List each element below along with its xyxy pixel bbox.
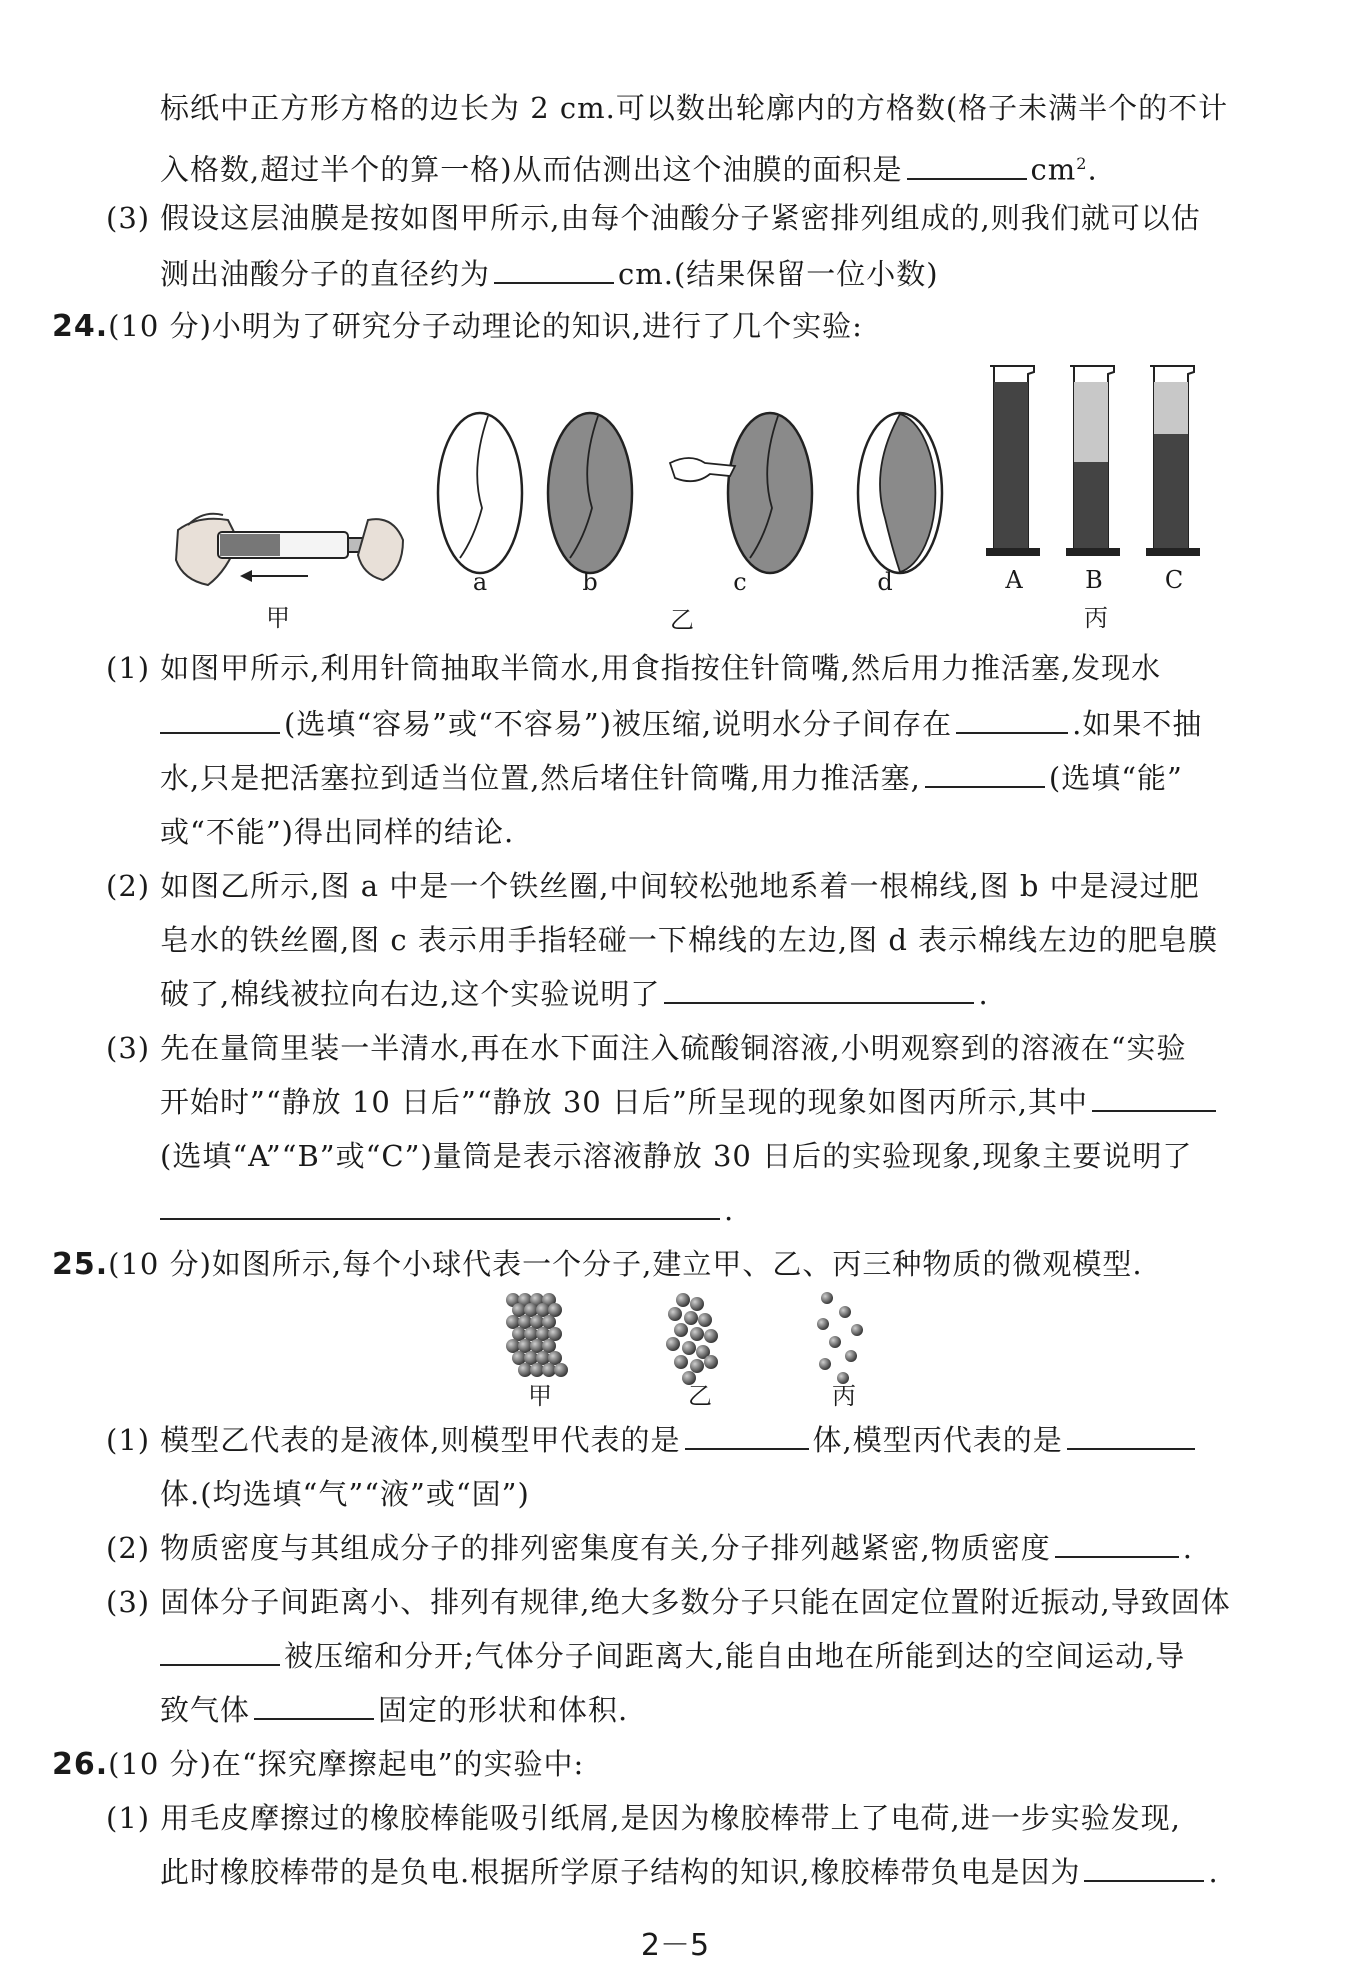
q24-p1-text5: (选填“能”	[1048, 761, 1183, 795]
q25-p2-text: (2) 物质密度与其组成分子的排列密集度有关,分子排列越紧密,物质密度	[106, 1531, 1051, 1565]
soap-film-figure	[430, 408, 950, 588]
q25-title: (10 分)如图所示,每个小球代表一个分子,建立甲、乙、丙三种物质的微观模型.	[108, 1247, 1143, 1281]
fig-B-label: B	[1085, 566, 1103, 594]
q24-p2-line2: 皂水的铁丝圈,图 c 表示用手指轻碰一下棉线的左边,图 d 表示棉线左边的肥皂膜	[160, 923, 1219, 957]
q25-jia-blank[interactable]	[685, 1420, 809, 1450]
q25-p3-line3	[160, 1690, 628, 1730]
cylinder-b	[1066, 366, 1120, 556]
q23-unit-sup: 2	[1076, 154, 1088, 173]
q24-p1-line3	[160, 758, 1183, 798]
q24-p1-line1: (1) 如图甲所示,利用针筒抽取半筒水,用食指按住针筒嘴,然后用力推活塞,发现水	[106, 651, 1162, 685]
fig-c-label: c	[733, 568, 747, 596]
q25-p2-line1	[106, 1528, 1193, 1568]
q23-line2-text: 入格数,超过半个的算一格)从而估测出这个油膜的面积是	[160, 152, 903, 187]
q25-p3-text: 被压缩和分开;气体分子间距离大,能自由地在所能到达的空间运动,导	[284, 1639, 1186, 1673]
q25-p1-text: (1) 模型乙代表的是液体,则模型甲代表的是	[106, 1423, 681, 1457]
liquid-model	[666, 1293, 718, 1385]
q24-diffusion-blank[interactable]	[160, 1190, 720, 1220]
gas-model	[817, 1292, 863, 1384]
fig-bing-label: 丙	[1084, 604, 1108, 632]
q25-p1-line2: 体.(均选填“气”“液”或“固”)	[160, 1477, 530, 1511]
q24-p3-text: 开始时”“静放 10 日后”“静放 30 日后”所呈现的现象如图丙所示,其中	[160, 1085, 1089, 1119]
q24-p1-line4: 或“不能”)得出同样的结论.	[160, 815, 515, 849]
q23-part3-end: cm.(结果保留一位小数)	[618, 257, 939, 291]
q24-p1-text2: (选填“容易”或“不容易”)被压缩,说明水分子间存在	[284, 707, 953, 741]
q23-diameter-blank[interactable]	[494, 254, 614, 284]
fig25-bing-label: 丙	[832, 1382, 856, 1410]
q24-force-blank[interactable]	[956, 704, 1068, 734]
q26-p1-text: 此时橡胶棒带的是负电.根据所学原子结构的知识,橡胶棒带负电是因为	[160, 1855, 1081, 1889]
q24-p2-line3	[160, 974, 989, 1014]
fig-C-label: C	[1164, 566, 1184, 594]
fig25-jia-label: 甲	[528, 1382, 552, 1410]
fig-d-label: d	[877, 568, 893, 596]
q25-gas-blank[interactable]	[254, 1690, 374, 1720]
q23-part3-line1: (3) 假设这层油膜是按如图甲所示,由每个油酸分子紧密排列组成的,则我们就可以估	[106, 201, 1201, 235]
q25-p3-text3: 固定的形状和体积.	[378, 1693, 629, 1727]
q26-charge-blank[interactable]	[1084, 1852, 1204, 1882]
page-number: 2－5	[640, 1928, 710, 1963]
q25-solid-blank[interactable]	[160, 1636, 280, 1666]
q24-heading	[52, 306, 863, 347]
q25-p3-line1: (3) 固体分子间距离小、排列有规律,绝大多数分子只能在固定位置附近振动,导致固体	[106, 1585, 1231, 1619]
fig25-yi-label: 乙	[688, 1382, 712, 1410]
q23-unit: cm	[1030, 152, 1077, 187]
q25-heading	[52, 1244, 1143, 1285]
fig-b-label: b	[582, 568, 598, 596]
q26-p1-line1: (1) 用毛皮摩擦过的橡胶棒能吸引纸屑,是因为橡胶棒带上了电荷,进一步实验发现,	[106, 1801, 1181, 1835]
q23-line2	[160, 144, 1098, 190]
q25-p3-line2	[160, 1636, 1185, 1676]
q24-p2-text: 破了,棉线被拉向右边,这个实验说明了	[160, 977, 661, 1011]
q24-number: 24.	[52, 309, 109, 344]
q25-p1-text2: 体,模型丙代表的是	[812, 1423, 1063, 1457]
q24-p3-end: .	[724, 1193, 735, 1227]
q26-p1-line2	[160, 1852, 1219, 1892]
q24-p2-line1: (2) 如图乙所示,图 a 中是一个铁丝圈,中间较松弛地系着一根棉线,图 b 中是浸过肥	[106, 869, 1200, 903]
cylinder-c	[1146, 366, 1200, 556]
q25-density-blank[interactable]	[1055, 1528, 1179, 1558]
q23-period: .	[1087, 152, 1098, 187]
q24-p3-line4	[160, 1190, 734, 1230]
fig-yi-label: 乙	[670, 606, 694, 634]
q24-p1-text3: .如果不抽	[1072, 707, 1203, 741]
molecule-models-figure	[505, 1290, 885, 1390]
cylinder-a	[986, 366, 1040, 556]
cylinders-figure	[982, 360, 1212, 560]
q25-p2-end: .	[1182, 1531, 1193, 1565]
q24-compress-blank[interactable]	[160, 704, 280, 734]
q24-p3-line3: (选填“A”“B”或“C”)量筒是表示溶液静放 30 日后的实验现象,现象主要说明了	[160, 1139, 1193, 1173]
q26-heading	[52, 1744, 584, 1785]
fig-A-label: A	[1005, 566, 1023, 594]
q25-p1-line1	[106, 1420, 1199, 1460]
q25-p3-text2: 致气体	[160, 1693, 251, 1727]
q24-cylinder-blank[interactable]	[1092, 1082, 1216, 1112]
syringe-figure	[168, 500, 408, 600]
solid-model	[506, 1293, 568, 1377]
q23-part3-text: 测出油酸分子的直径约为	[160, 257, 491, 291]
q23-area-blank[interactable]	[907, 150, 1027, 180]
q24-p3-line2	[160, 1082, 1220, 1122]
q24-p3-line1: (3) 先在量筒里装一半清水,再在水下面注入硫酸铜溶液,小明观察到的溶液在“实验	[106, 1031, 1187, 1065]
q24-p1-text4: 水,只是把活塞拉到适当位置,然后堵住针筒嘴,用力推活塞,	[160, 761, 921, 795]
fig-a-label: a	[472, 568, 488, 596]
q23-line1: 标纸中正方形方格的边长为 2 cm.可以数出轮廓内的方格数(格子未满半个的不计	[160, 91, 1229, 125]
q24-p1-line2	[160, 704, 1202, 744]
q26-p1-end: .	[1208, 1855, 1219, 1889]
q25-bing-blank[interactable]	[1067, 1420, 1195, 1450]
fig-jia-label: 甲	[266, 604, 290, 632]
q24-p2-end: .	[978, 977, 989, 1011]
q25-number: 25.	[52, 1247, 109, 1282]
q23-part3-line2	[160, 254, 939, 294]
q24-soap-blank[interactable]	[664, 974, 974, 1004]
q24-title: (10 分)小明为了研究分子动理论的知识,进行了几个实验:	[108, 309, 863, 343]
q24-can-blank[interactable]	[925, 758, 1045, 788]
q26-title: (10 分)在“探究摩擦起电”的实验中:	[108, 1747, 585, 1781]
q26-number: 26.	[52, 1747, 109, 1782]
